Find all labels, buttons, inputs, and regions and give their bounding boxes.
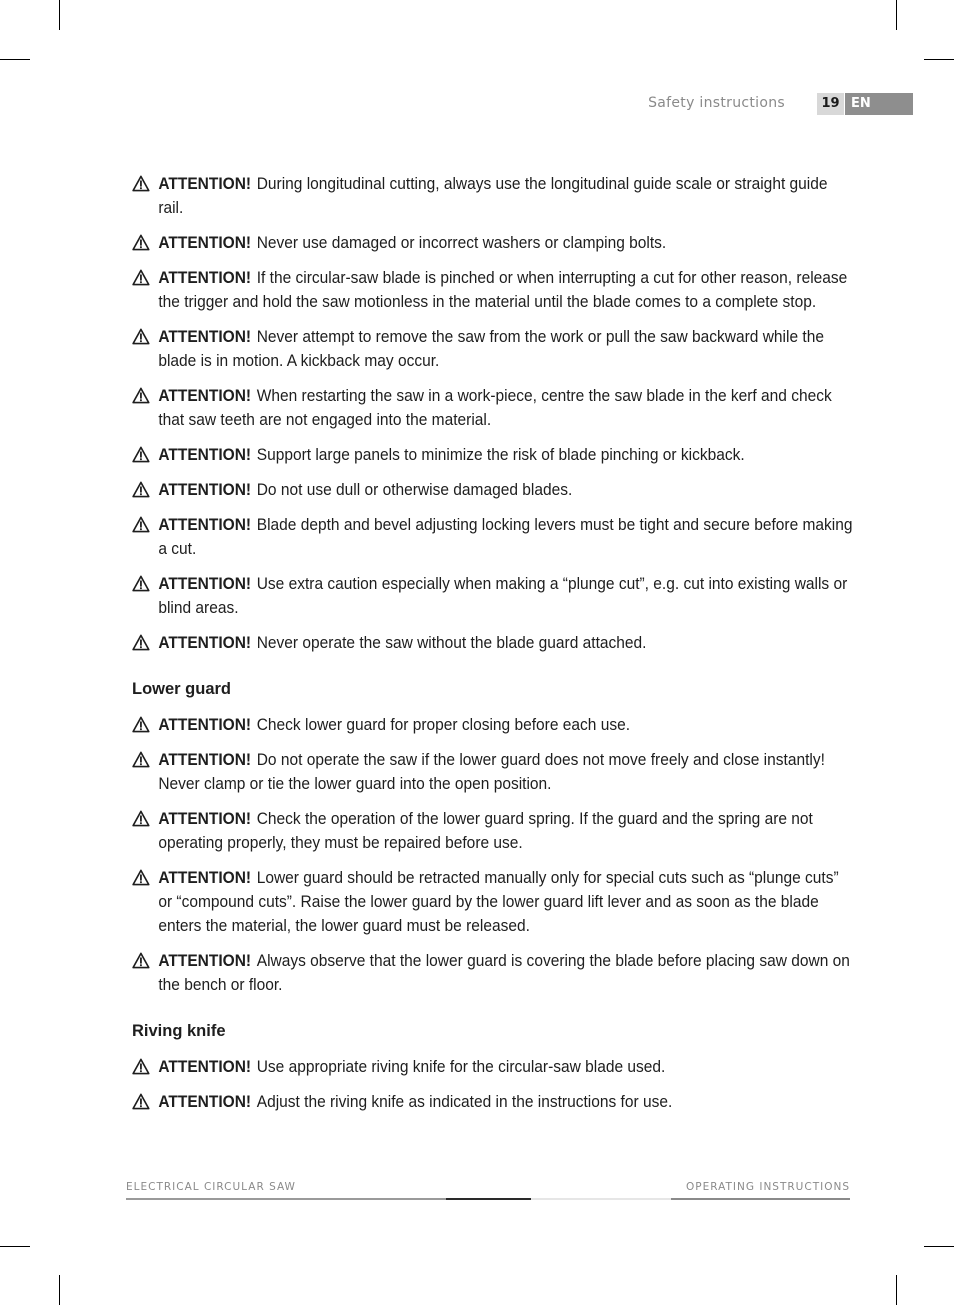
attention-label: ATTENTION! [158,446,252,464]
riving-knife-warnings [132,1055,832,1114]
warning-text: Do not use dull or otherwise damaged blades. [256,481,573,499]
warning-text: Never attempt to remove the saw from the work or pull the saw backward while the blade is in motion. A kickback may occur. [158,328,824,370]
warning-text: Do not operate the saw if the lower guard does not move freely and close instantly! Never clamp or tie the lower guard into the open position. [158,751,825,793]
warning-text: Always observe that the lower guard is covering the blade before placing saw down on the bench or floor. [158,952,850,994]
warning-item [132,513,854,561]
page-number: 19 [817,93,844,115]
warning-text: Blade depth and bevel adjusting locking levers must be tight and secure before making a cut. [158,516,853,558]
warning-text: Adjust the riving knife as indicated in the instructions for use. [256,1093,673,1111]
attention-label: ATTENTION! [158,387,252,405]
warning-item [132,231,854,255]
crop-mark [59,1275,60,1305]
attention-label: ATTENTION! [158,869,252,887]
warning-item [132,384,854,432]
general-warnings [132,172,853,655]
attention-label: ATTENTION! [158,751,252,769]
warning-triangle-icon [132,1058,150,1075]
footer-product-name: ELECTRICAL CIRCULAR SAW [126,1181,296,1193]
crop-mark [59,0,60,30]
warning-item [132,713,854,737]
warning-item [132,631,854,655]
footer-rule-accent [126,1198,850,1200]
footer-document-type: OPERATING INSTRUCTIONS [686,1181,850,1193]
warning-triangle-icon [132,1093,150,1110]
crop-mark [896,0,897,30]
warning-text: Use extra caution especially when making a “plunge cut”, e.g. cut into existing walls or blind areas. [158,575,848,617]
warning-item [132,443,854,467]
warning-triangle-icon [132,575,150,592]
header-section-title: Safety instructions [648,95,785,111]
page-content [132,172,853,1125]
attention-label: ATTENTION! [158,575,252,593]
warning-item [132,1090,854,1114]
warning-item [132,1055,854,1079]
warning-triangle-icon [132,952,150,969]
warning-item [132,748,854,796]
warning-triangle-icon [132,751,150,768]
warning-text: Check lower guard for proper closing before each use. [256,716,631,734]
warning-triangle-icon [132,869,150,886]
warning-triangle-icon [132,328,150,345]
attention-label: ATTENTION! [158,269,252,287]
attention-label: ATTENTION! [158,952,252,970]
attention-label: ATTENTION! [158,175,252,193]
warning-text: Use appropriate riving knife for the circular-saw blade used. [256,1058,666,1076]
warning-item [132,478,854,502]
warning-triangle-icon [132,516,150,533]
warning-text: Support large panels to minimize the risk of blade pinching or kickback. [256,446,745,464]
attention-label: ATTENTION! [158,516,252,534]
attention-label: ATTENTION! [158,1093,252,1111]
warning-text: Never use damaged or incorrect washers or clamping bolts. [256,234,667,252]
attention-label: ATTENTION! [158,328,252,346]
warning-triangle-icon [132,446,150,463]
attention-label: ATTENTION! [158,634,252,652]
attention-label: ATTENTION! [158,716,252,734]
warning-triangle-icon [132,269,150,286]
crop-mark [924,1246,954,1247]
crop-mark [896,1275,897,1305]
warning-item [132,572,854,620]
attention-label: ATTENTION! [158,810,252,828]
lower-guard-warnings [132,713,850,997]
warning-item [132,325,854,373]
attention-label: ATTENTION! [158,1058,252,1076]
warning-text: When restarting the saw in a work-piece, centre the saw blade in the kerf and check that saw teeth are not engaged into the material. [158,387,832,429]
warning-item [132,266,854,314]
warning-text: During longitudinal cutting, always use the longitudinal guide scale or straight guide rail. [158,175,828,217]
attention-label: ATTENTION! [158,481,252,499]
crop-mark [0,1246,30,1247]
language-badge: EN [845,93,913,115]
warning-item [132,172,854,220]
riving-knife-heading: Riving knife [132,1022,226,1040]
warning-text: Check the operation of the lower guard spring. If the guard and the spring are not operating properly, they must be repaired before use. [158,810,813,852]
warning-item [132,949,854,997]
warning-text: Lower guard should be retracted manually only for special cuts such as “plunge cuts” or “compound cuts”. Raise the lower guard by the lower guard lift lever and as soon as the blade enters the material, the lower guard must be released. [158,869,839,935]
warning-triangle-icon [132,481,150,498]
warning-triangle-icon [132,175,150,192]
warning-triangle-icon [132,234,150,251]
lower-guard-heading: Lower guard [132,680,232,698]
warning-item [132,866,854,938]
warning-triangle-icon [132,387,150,404]
warning-text: If the circular-saw blade is pinched or when interrupting a cut for other reason, release the trigger and hold the saw motionless in the material until the blade comes to a complete stop. [158,269,848,311]
crop-mark [924,59,954,60]
attention-label: ATTENTION! [158,234,252,252]
warning-triangle-icon [132,634,150,651]
warning-triangle-icon [132,716,150,733]
crop-mark [0,59,30,60]
warning-item [132,807,854,855]
warning-text: Never operate the saw without the blade guard attached. [256,634,647,652]
warning-triangle-icon [132,810,150,827]
